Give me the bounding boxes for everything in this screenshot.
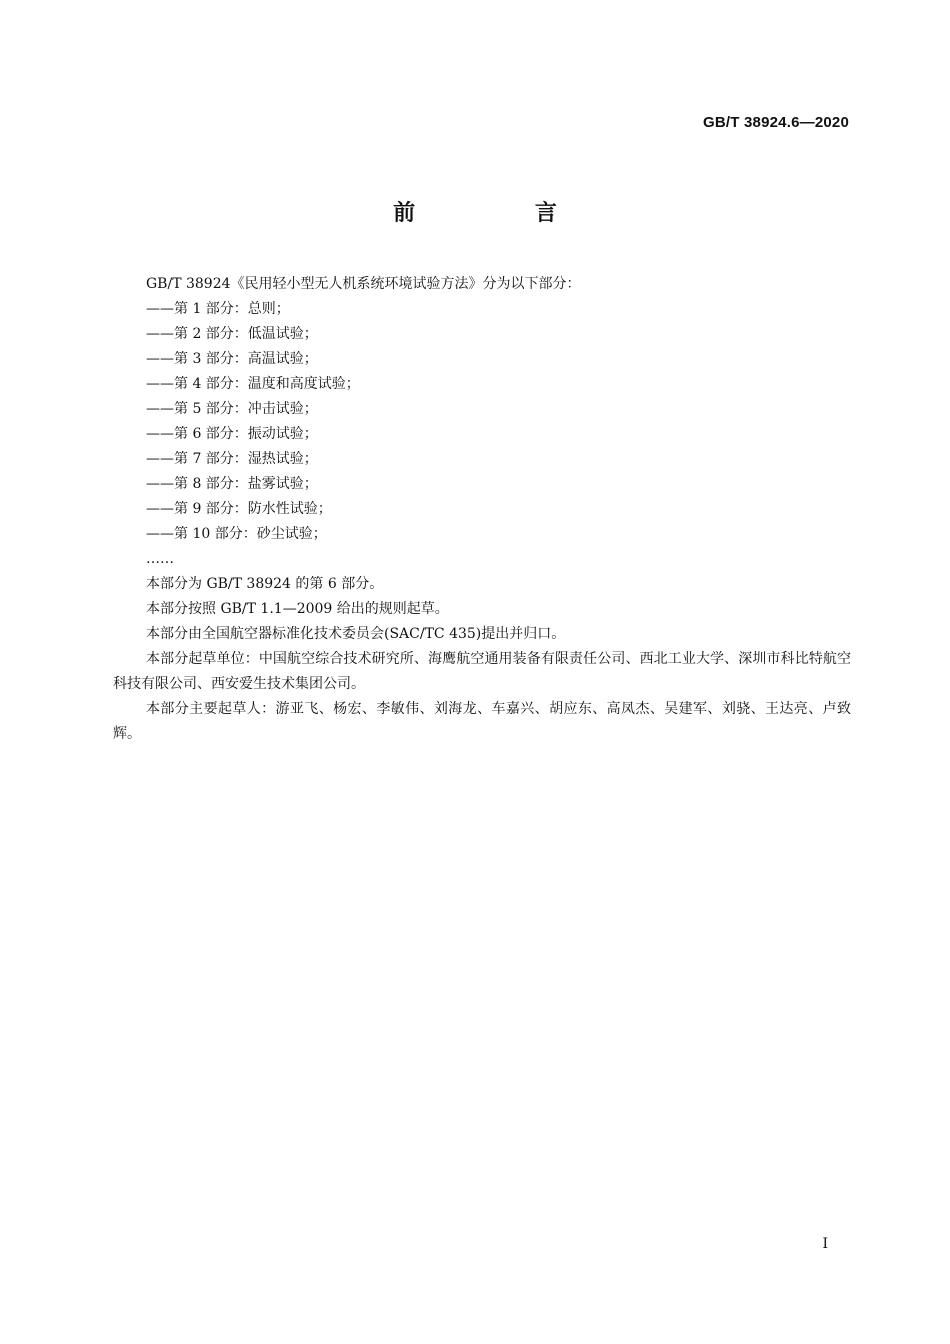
part-item-4: ——第 4 部分：温度和高度试验； [146, 376, 360, 392]
part-item-6: ——第 6 部分：振动试验； [146, 426, 318, 442]
standard-code: GB/T 38924.6—2020 [703, 114, 849, 131]
page-title: 前 言 [393, 201, 613, 226]
part-item-5: ——第 5 部分：冲击试验； [146, 401, 318, 417]
part-item-3: ——第 3 部分：高温试验； [146, 351, 318, 367]
statement-part-number: 本部分为 GB/T 38924 的第 6 部分。 [146, 576, 384, 592]
statement-proposer: 本部分由全国航空器标准化技术委员会(SAC/TC 435)提出并归口。 [146, 626, 566, 642]
part-item-8: ——第 8 部分：盐雾试验； [146, 476, 318, 492]
ellipsis: …… [146, 551, 174, 567]
intro-line: GB/T 38924《民用轻小型无人机系统环境试验方法》分为以下部分： [146, 276, 581, 292]
statement-drafting-rules: 本部分按照 GB/T 1.1—2009 给出的规则起草。 [146, 601, 449, 617]
page-number: I [822, 1236, 828, 1252]
part-item-2: ——第 2 部分：低温试验； [146, 326, 318, 342]
part-item-10: ——第 10 部分：砂尘试验； [146, 526, 327, 542]
drafters: 本部分主要起草人：游亚飞、杨宏、李敏伟、刘海龙、车嘉兴、胡应东、高凤杰、吴建军、刘骁、王达亮、卢致辉。 [113, 701, 851, 742]
part-item-9: ——第 9 部分：防水性试验； [146, 501, 332, 517]
part-item-7: ——第 7 部分：湿热试验； [146, 451, 318, 467]
drafting-units: 本部分起草单位：中国航空综合技术研究所、海鹰航空通用装备有限责任公司、西北工业大学、深圳市科比特航空科技有限公司、西安爱生技术集团公司。 [113, 651, 851, 692]
foreword-body [113, 272, 851, 747]
part-item-1: ——第 1 部分：总则； [146, 301, 290, 317]
